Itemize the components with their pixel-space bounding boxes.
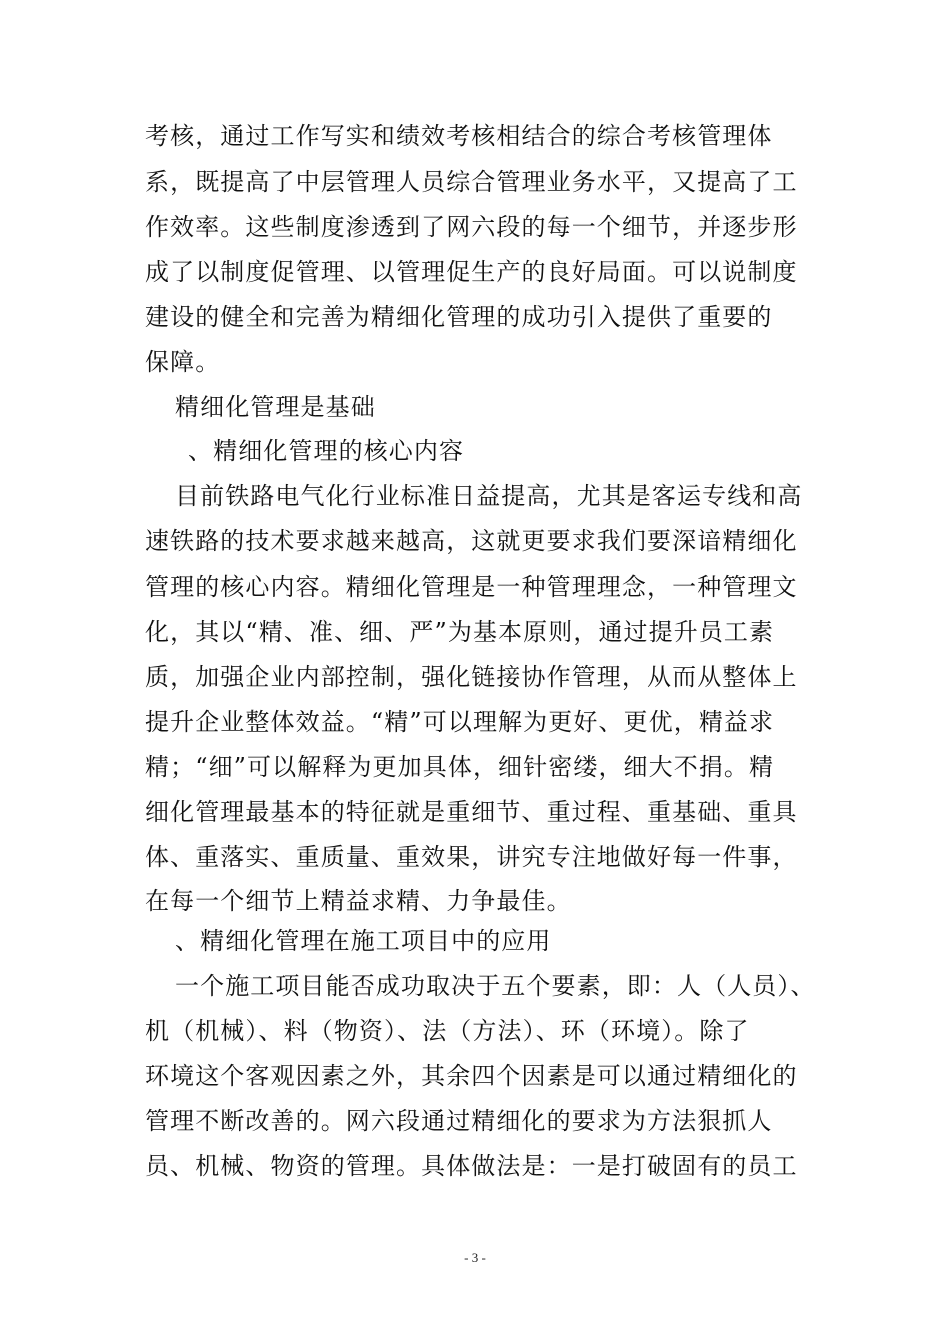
subsection-heading: 、精细化管理的核心内容 bbox=[188, 437, 465, 465]
paragraph-line: 细化管理最基本的特征就是重细节、重过程、重基础、重具 bbox=[145, 798, 798, 826]
paragraph-line: 速铁路的技术要求越来越高，这就更要求我们要深谙精细化 bbox=[145, 527, 798, 555]
paragraph-line: 目前铁路电气化行业标准日益提高，尤其是客运专线和高 bbox=[175, 482, 803, 510]
paragraph-line: 考核，通过工作写实和绩效考核相结合的综合考核管理体 bbox=[145, 122, 773, 150]
paragraph-line: 管理的核心内容。精细化管理是一种管理理念，一种管理文 bbox=[145, 573, 798, 601]
paragraph-line: 员、机械、物资的管理。具体做法是：一是打破固有的员工 bbox=[145, 1152, 798, 1180]
paragraph-line: 管理不断改善的。网六段通过精细化的要求为方法狠抓人 bbox=[145, 1107, 773, 1135]
paragraph-line: 成了以制度促管理、以管理促生产的良好局面。可以说制度 bbox=[145, 258, 798, 286]
section-heading: 精细化管理是基础 bbox=[175, 393, 376, 421]
paragraph-line: 精；“细”可以解释为更加具体，细针密缕，细大不捐。精 bbox=[145, 753, 775, 781]
paragraph-line: 作效率。这些制度渗透到了网六段的每一个细节，并逐步形 bbox=[145, 213, 798, 241]
paragraph-line: 建设的健全和完善为精细化管理的成功引入提供了重要的 bbox=[145, 303, 773, 331]
paragraph-line: 保障。 bbox=[145, 348, 221, 376]
paragraph-line: 系，既提高了中层管理人员综合管理业务水平，又提高了工 bbox=[145, 168, 798, 196]
paragraph-line: 在每一个细节上精益求精、力争最佳。 bbox=[145, 887, 572, 915]
paragraph-line: 质，加强企业内部控制，强化链接协作管理，从而从整体上 bbox=[145, 663, 798, 691]
paragraph-line: 体、重落实、重质量、重效果，讲究专注地做好每一件事， bbox=[145, 843, 798, 871]
paragraph-line: 一个施工项目能否成功取决于五个要素，即：人（人员）、 bbox=[175, 972, 816, 1000]
paragraph-line: 化，其以“精、准、细、严”为基本原则，通过提升员工素 bbox=[145, 618, 775, 646]
paragraph-line: 环境这个客观因素之外，其余四个因素是可以通过精细化的 bbox=[145, 1062, 798, 1090]
paragraph-line: 提升企业整体效益。“精”可以理解为更好、更优，精益求 bbox=[145, 708, 775, 736]
page-number: - 3 - bbox=[464, 1250, 486, 1265]
paragraph-line: 机（机械）、料（物资）、法（方法）、环（环境）。除了 bbox=[145, 1017, 750, 1045]
subsection-heading: 、精细化管理在施工项目中的应用 bbox=[175, 927, 552, 955]
